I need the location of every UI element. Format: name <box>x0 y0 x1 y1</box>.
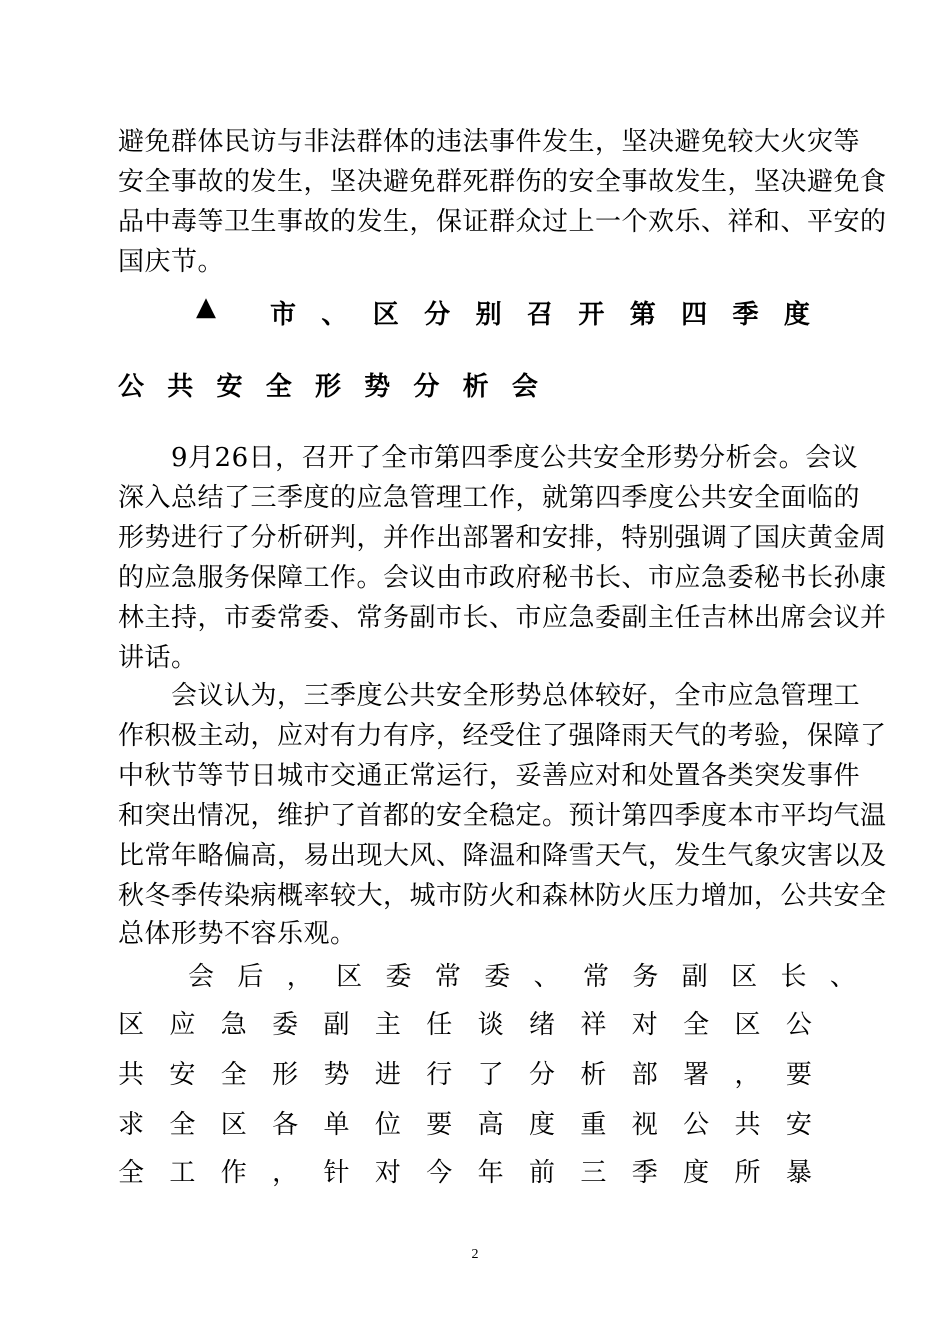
text-char: 进 <box>374 1060 401 1090</box>
text-char: 公 <box>683 1110 710 1140</box>
text-char: 委 <box>385 962 412 992</box>
heading-char: 安 <box>216 372 243 402</box>
spaced-text-line <box>118 1152 812 1189</box>
text-line: 深入总结了三季度的应急管理工作，就第四季度公共安全面临的 <box>118 483 861 513</box>
heading-char: 区 <box>372 300 399 330</box>
text-char: 形 <box>272 1060 299 1090</box>
heading-char: 分 <box>413 372 440 402</box>
text-char: 祥 <box>580 1010 607 1040</box>
text-line: 和突出情况，维护了首都的安全稳定。预计第四季度本市平均气温 <box>118 801 887 831</box>
text-char: 急 <box>220 1010 247 1040</box>
heading-char: 度 <box>783 300 810 330</box>
text-char: 部 <box>631 1060 658 1090</box>
heading-char: 别 <box>475 300 502 330</box>
text-char: 、 <box>829 962 856 992</box>
text-char: 所 <box>734 1158 761 1188</box>
text-line: 避免群体民访与非法群体的违法事件发生，坚决避免较大火灾等 <box>118 127 861 157</box>
heading-char: 共 <box>167 372 194 402</box>
text-char: 委 <box>484 962 511 992</box>
section-heading-marker: ▲ <box>196 292 216 322</box>
text-char: 共 <box>118 1060 145 1090</box>
heading-char: 全 <box>265 372 292 402</box>
text-char: 副 <box>323 1010 350 1040</box>
text-char: 区 <box>220 1110 247 1140</box>
text-char: 任 <box>426 1010 453 1040</box>
text-line: 中秋节等节日城市交通正常运行，妥善应对和处置各类突发事件 <box>118 761 861 791</box>
text-line: 品中毒等卫生事故的发生，保证群众过上一个欢乐、祥和、平安的 <box>118 207 887 237</box>
text-char: 常 <box>583 962 610 992</box>
text-char: 各 <box>272 1110 299 1140</box>
heading-char: 开 <box>578 300 605 330</box>
heading-char: 形 <box>314 372 341 402</box>
text-char: 、 <box>533 962 560 992</box>
text-char: 年 <box>477 1158 504 1188</box>
text-char: 绪 <box>529 1010 556 1040</box>
heading-char: 市 <box>270 300 297 330</box>
text-char: 三 <box>580 1158 607 1188</box>
text-char: 务 <box>632 962 659 992</box>
text-char: 作 <box>220 1158 247 1188</box>
text-char: 高 <box>477 1110 504 1140</box>
section-heading-line-1 <box>270 294 810 331</box>
text-char: 副 <box>681 962 708 992</box>
text-char: 分 <box>529 1060 556 1090</box>
heading-char: 势 <box>364 372 391 402</box>
heading-char: 第 <box>629 300 656 330</box>
text-line: 秋冬季传染病概率较大，城市防火和森林防火压力增加，公共安全 <box>118 881 887 911</box>
text-char: 全 <box>169 1110 196 1140</box>
text-char: 区 <box>336 962 363 992</box>
text-char: 后 <box>237 962 264 992</box>
text-char: 长 <box>780 962 807 992</box>
text-char: 会 <box>188 962 215 992</box>
text-char: ， <box>734 1060 761 1090</box>
text-char: 区 <box>118 1010 145 1040</box>
text-char: 析 <box>580 1060 607 1090</box>
spaced-text-line <box>118 1054 812 1091</box>
spaced-text-line <box>118 1104 812 1141</box>
text-char: ， <box>286 962 313 992</box>
text-line: 会议认为，三季度公共安全形势总体较好，全市应急管理工 <box>118 681 861 711</box>
text-char: 要 <box>426 1110 453 1140</box>
heading-char: 、 <box>321 300 348 330</box>
text-char: 署 <box>683 1060 710 1090</box>
text-char: 对 <box>631 1010 658 1040</box>
section-heading-line-2 <box>118 366 538 403</box>
text-char: 常 <box>434 962 461 992</box>
text-char: 全 <box>683 1010 710 1040</box>
text-char: 求 <box>118 1110 145 1140</box>
text-line: 作积极主动，应对有力有序，经受住了强降雨天气的考验，保障了 <box>118 721 887 751</box>
text-char: 针 <box>323 1158 350 1188</box>
text-line: 的应急服务保障工作。会议由市政府秘书长、市应急委秘书长孙康 <box>118 563 887 593</box>
heading-char: 四 <box>681 300 708 330</box>
text-char: 工 <box>169 1158 196 1188</box>
text-char: 季 <box>631 1158 658 1188</box>
text-line: 林主持，市委常委、常务副市长、市应急委副主任吉林出席会议并 <box>118 603 887 633</box>
text-char: 对 <box>374 1158 401 1188</box>
heading-char: 分 <box>424 300 451 330</box>
text-char: 位 <box>374 1110 401 1140</box>
spaced-text-line <box>188 956 856 993</box>
heading-char: 析 <box>462 372 489 402</box>
heading-char: 召 <box>526 300 553 330</box>
text-char: 度 <box>529 1110 556 1140</box>
text-line: 比常年略偏高，易出现大风、降温和降雪天气，发生气象灾害以及 <box>118 841 887 871</box>
text-line: 9月26日，召开了全市第四季度公共安全形势分析会。会议 <box>118 443 859 473</box>
heading-char: 公 <box>118 372 145 402</box>
text-char: 单 <box>323 1110 350 1140</box>
text-char: 度 <box>683 1158 710 1188</box>
spaced-text-line <box>118 1004 812 1041</box>
text-char: ， <box>272 1158 299 1188</box>
text-char: 全 <box>118 1158 145 1188</box>
text-char: 主 <box>374 1010 401 1040</box>
text-char: 了 <box>477 1060 504 1090</box>
page-number: 2 <box>471 1247 479 1262</box>
text-char: 安 <box>169 1060 196 1090</box>
text-char: 全 <box>220 1060 247 1090</box>
text-char: 共 <box>734 1110 761 1140</box>
text-char: 要 <box>785 1060 812 1090</box>
text-char: 公 <box>785 1010 812 1040</box>
text-char: 重 <box>580 1110 607 1140</box>
text-char: 前 <box>529 1158 556 1188</box>
text-line: 形势进行了分析研判，并作出部署和安排，特别强调了国庆黄金周 <box>118 523 887 553</box>
text-char: 安 <box>785 1110 812 1140</box>
text-char: 区 <box>734 1010 761 1040</box>
text-char: 区 <box>731 962 758 992</box>
text-char: 势 <box>323 1060 350 1090</box>
text-line: 国庆节。 <box>118 247 225 277</box>
text-line: 总体形势不容乐观。 <box>118 919 357 949</box>
text-line: 安全事故的发生，坚决避免群死群伤的安全事故发生，坚决避免食 <box>118 167 887 197</box>
text-char: 视 <box>631 1110 658 1140</box>
text-char: 应 <box>169 1010 196 1040</box>
text-char: 委 <box>272 1010 299 1040</box>
text-char: 暴 <box>785 1158 812 1188</box>
heading-char: 季 <box>732 300 759 330</box>
text-char: 行 <box>426 1060 453 1090</box>
text-char: 今 <box>426 1158 453 1188</box>
text-line: 讲话。 <box>118 643 198 673</box>
heading-char: 会 <box>511 372 538 402</box>
text-char: 谈 <box>477 1010 504 1040</box>
